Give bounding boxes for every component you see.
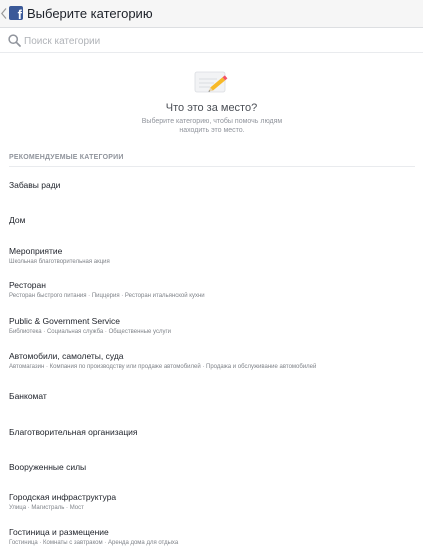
category-item[interactable]: [9, 351, 415, 371]
hero-subtitle: Выберите категорию, чтобы помочь людям находить это место.: [141, 118, 283, 134]
category-name: Гостиница и размещение: [9, 527, 109, 537]
page-title: Выберите категорию: [27, 6, 153, 21]
category-item[interactable]: [9, 527, 415, 547]
category-item[interactable]: [9, 462, 415, 472]
category-name: Автомобили, самолеты, суда: [9, 351, 124, 361]
category-item[interactable]: [9, 391, 415, 401]
hero-title: Что это за место?: [165, 102, 258, 114]
search-input[interactable]: [24, 33, 404, 49]
back-chevron-icon[interactable]: [1, 8, 7, 19]
category-item[interactable]: [9, 180, 415, 190]
section-divider: [9, 166, 415, 167]
facebook-logo-icon: f: [9, 6, 23, 20]
category-name: Ресторан: [9, 280, 46, 290]
category-subcategories: Ресторан быстрого питания · Пиццерия · Ресторан итальянской кухни: [9, 293, 205, 299]
top-bar: [0, 0, 423, 28]
category-name: Благотворительная организация: [9, 427, 138, 437]
search-bar: [0, 28, 423, 53]
category-item[interactable]: [9, 492, 415, 512]
category-item[interactable]: [9, 246, 415, 266]
category-subcategories: Школьная благотворительная акция: [9, 259, 110, 265]
category-item[interactable]: [9, 280, 415, 300]
category-name: Public & Government Service: [9, 316, 121, 326]
category-name: Забавы ради: [9, 180, 61, 190]
category-name: Городская инфраструктура: [9, 492, 117, 502]
category-item[interactable]: [9, 427, 415, 437]
category-item[interactable]: [9, 316, 415, 336]
category-name: Дом: [9, 215, 26, 225]
notepad-pencil-icon: [192, 68, 232, 96]
category-item[interactable]: [9, 215, 415, 225]
category-name: Вооруженные силы: [9, 462, 87, 472]
category-subcategories: Автомагазин · Компания по производству или продаже автомобилей · Продажа и обслуживание автомобилей: [9, 364, 317, 370]
category-subcategories: Библиотека · Социальная служба · Общественные услуги: [9, 329, 171, 335]
category-subcategories: Улица · Магистраль · Мост: [9, 505, 84, 511]
section-header: РЕКОМЕНДУЕМЫЕ КАТЕГОРИИ: [9, 154, 124, 161]
category-subcategories: Гостиница · Комнаты с завтраком · Аренда дома для отдыха: [9, 540, 179, 546]
search-icon: [8, 34, 21, 47]
category-name: Банкомат: [9, 391, 47, 401]
category-name: Мероприятие: [9, 246, 63, 256]
